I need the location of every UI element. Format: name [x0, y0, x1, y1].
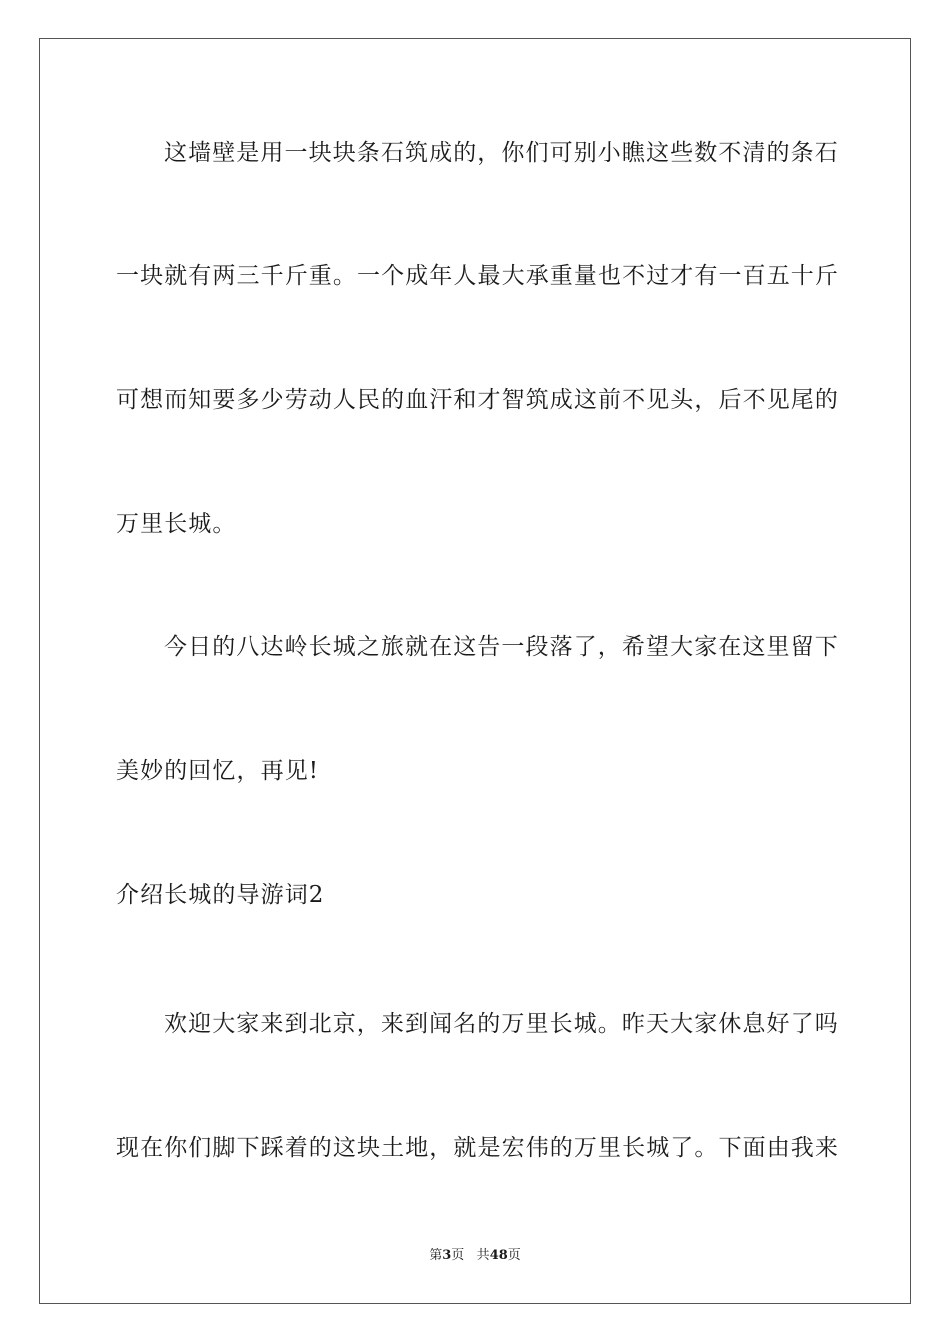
- text-line-2: 一块就有两三千斤重。一个成年人最大承重量也不过才有一百五十斤: [116, 263, 839, 289]
- text-line-7: 欢迎大家来到北京，来到闻名的万里长城。昨天大家休息好了吗: [164, 1011, 839, 1037]
- footer-total-prefix: 共: [476, 1248, 490, 1263]
- footer-page-number: 3: [442, 1248, 452, 1263]
- text-line-3: 可想而知要多少劳动人民的血汗和才智筑成这前不见头，后不见尾的: [116, 387, 839, 413]
- text-line-6: 美妙的回忆，再见!: [116, 758, 320, 784]
- text-line-4: 万里长城。: [116, 511, 237, 537]
- text-line-8: 现在你们脚下踩着的这块土地，就是宏伟的万里长城了。下面由我来: [116, 1135, 839, 1161]
- footer-total-pages: 48: [489, 1248, 508, 1263]
- text-line-5: 今日的八达岭长城之旅就在这告一段落了，希望大家在这里留下: [164, 634, 839, 660]
- footer-page-suffix: 页: [451, 1248, 465, 1263]
- text-line-1: 这墙壁是用一块块条石筑成的，你们可别小瞧这些数不清的条石: [164, 140, 839, 166]
- footer-total-suffix: 页: [507, 1248, 521, 1263]
- footer-page-prefix: 第: [429, 1248, 443, 1263]
- page-border: [39, 38, 911, 1304]
- page-footer: [0, 1247, 950, 1265]
- section-heading: 介绍长城的导游词2: [116, 882, 325, 908]
